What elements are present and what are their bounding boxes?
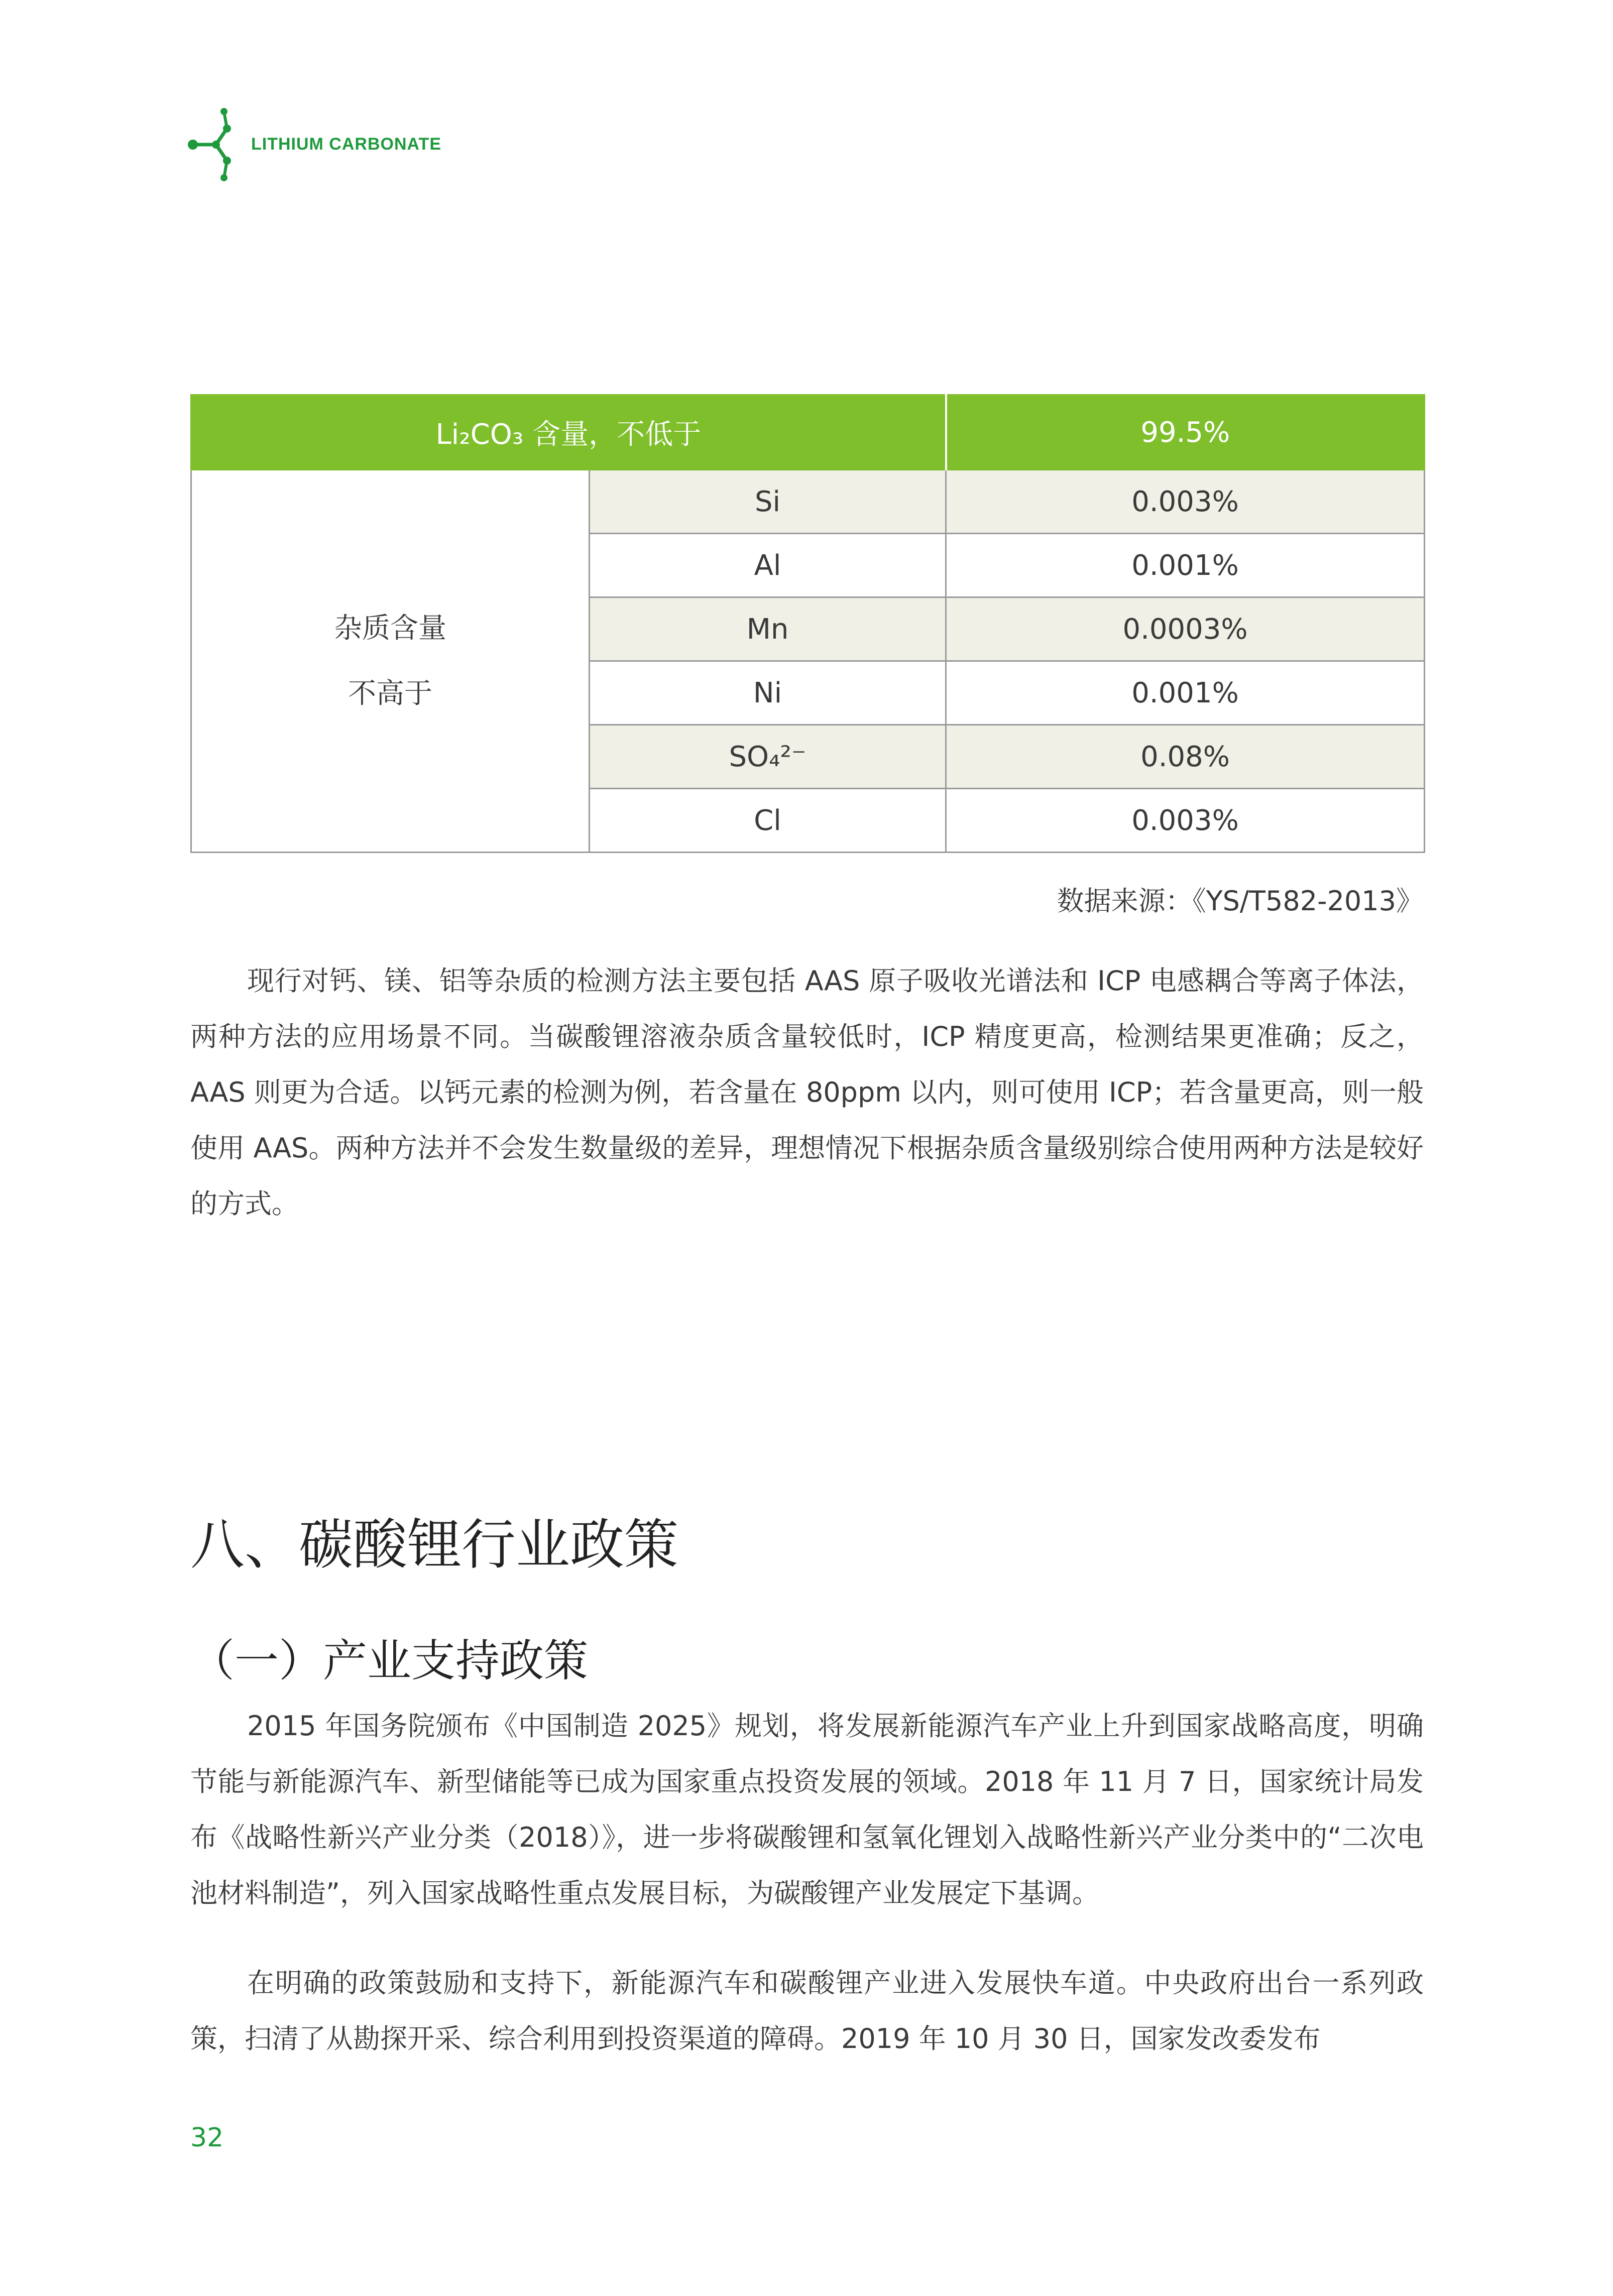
subsection-title: （一）产业支持政策 — [190, 1635, 589, 1686]
value-cell: 0.08% — [946, 725, 1425, 789]
table-row — [191, 470, 1425, 534]
table-header-row — [191, 395, 1425, 470]
lithium-carbonate-spec-table — [190, 394, 1425, 853]
group-label-line-2: 不高于 — [348, 677, 432, 710]
group-label-line-1: 杂质含量 — [334, 612, 446, 645]
body-paragraph: 现行对钙、镁、铝等杂质的检测方法主要包括 AAS 原子吸收光谱法和 ICP 电感耦合等离子体法，两种方法的应用场景不同。当碳酸锂溶液杂质含量较低时，ICP 精度更高，检测结果更准确；反之，AAS 则更为合适。以钙元素的检测为例，若含量在 80ppm 以内，则可使用 ICP；若含量更高，则一般使用 AAS。两种方法并不会发生数量级的差异，理想情况下根据杂质含量级别综合使用两种方法是较好的方式。 — [190, 965, 1424, 1220]
value-cell: 0.001% — [946, 661, 1425, 725]
value-cell: 0.0003% — [946, 597, 1425, 661]
page-number: 32 — [190, 2123, 224, 2153]
impurity-group-label — [191, 470, 590, 853]
section-title: 八、碳酸锂行业政策 — [190, 1514, 679, 1577]
body-paragraph: 在明确的政策鼓励和支持下，新能源汽车和碳酸锂产业进入发展快车道。中央政府出台一系列政策，扫清了从勘探开采、综合利用到投资渠道的障碍。2019 年 10 月 30 日，国家发改委发布 — [190, 1967, 1424, 2055]
value-cell: 0.001% — [946, 534, 1425, 597]
element-cell: SO₄²⁻ — [590, 725, 946, 789]
data-source-note: 数据来源：《YS/T582-2013》 — [1057, 885, 1423, 917]
header-label-cell: Li₂CO₃ 含量，不低于 — [191, 395, 946, 470]
element-cell: Si — [590, 470, 946, 534]
value-cell: 0.003% — [946, 789, 1425, 853]
element-cell: Ni — [590, 661, 946, 725]
molecule-logo-icon — [187, 104, 232, 185]
value-cell: 0.003% — [946, 470, 1425, 534]
body-paragraph: 2015 年国务院颁布《中国制造 2025》规划，将发展新能源汽车产业上升到国家战略高度，明确节能与新能源汽车、新型储能等已成为国家重点投资发展的领域。2018 年 11 月 7 日，国家统计局发布《战略性新兴产业分类（2018）》，进一步将碳酸锂和氢氧化锂划入战略性新兴产业分类中的“二次电池材料制造”，列入国家战略性重点发展目标，为碳酸锂产业发展定下基调。 — [190, 1710, 1424, 1909]
header-title: LITHIUM CARBONATE — [251, 135, 441, 154]
header-value-cell: 99.5% — [946, 395, 1425, 470]
element-cell: Cl — [590, 789, 946, 853]
element-cell: Al — [590, 534, 946, 597]
element-cell: Mn — [590, 597, 946, 661]
